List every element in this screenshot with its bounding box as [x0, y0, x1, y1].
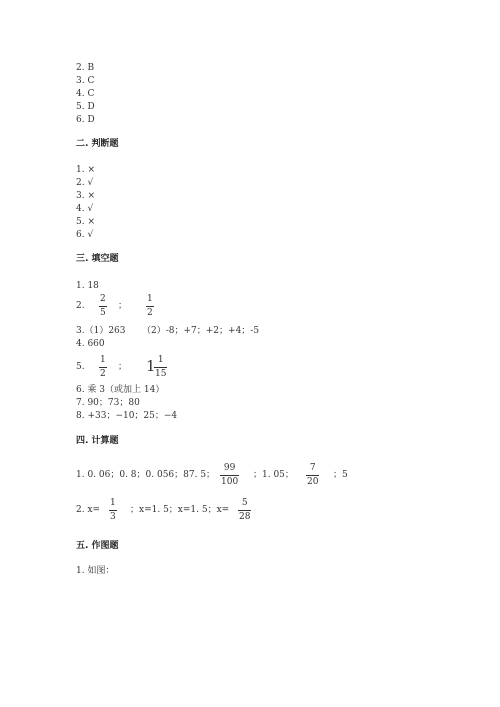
fill-line-4: 4. 660	[76, 339, 105, 349]
fill-line-8: 8. +33；−10；25；−4	[76, 411, 178, 421]
fraction-numerator: 1	[157, 355, 164, 365]
fraction-denominator: 100	[221, 477, 239, 487]
fraction-denominator: 2	[147, 308, 153, 318]
calc-line-2-mid: ；x=1. 5；x=1. 5；x=	[130, 505, 230, 515]
section-heading-calculation: 四. 计算题	[76, 436, 119, 446]
fraction-bar	[99, 367, 107, 368]
judgement-line-4: 4. √	[76, 204, 94, 214]
fill-line-5-prefix: 5.	[76, 362, 85, 372]
section-heading-fill-blank: 三. 填空题	[76, 254, 119, 264]
judgement-line-5: 5. ×	[76, 217, 95, 227]
section-heading-drawing: 五. 作图题	[76, 541, 119, 551]
drawing-line-1: 1. 如图：	[76, 566, 115, 576]
fraction-numerator: 1	[110, 498, 116, 508]
fill-line-7: 7. 90；73；80	[76, 398, 140, 408]
separator: ；	[118, 301, 128, 311]
judgement-line-1: 1. ×	[76, 165, 95, 175]
fill-line-2-prefix: 2.	[76, 301, 85, 311]
fraction	[99, 355, 107, 380]
fill-line-3-part2: （2）-8；+7；+2；+4；-5	[142, 326, 260, 336]
fill-line-6: 6. 乘 3（或加上 14）	[76, 385, 165, 395]
fraction-numerator: 5	[241, 498, 248, 508]
answer-line-6: 6. D	[76, 115, 95, 125]
calc-line-1-prefix: 1. 0. 06；0. 8；0. 056；87. 5；	[76, 470, 216, 480]
fraction-bar	[109, 510, 117, 511]
fraction-denominator: 15	[155, 369, 167, 379]
fraction	[238, 498, 251, 523]
fraction-bar	[99, 306, 107, 307]
fraction-bar	[146, 306, 154, 307]
fraction-bar	[154, 367, 167, 368]
answer-line-2: 2. B	[76, 63, 95, 73]
judgement-line-6: 6. √	[76, 230, 94, 240]
fraction-bar	[220, 475, 239, 476]
mixed-number-whole: 1	[146, 357, 156, 375]
answer-line-4: 4. C	[76, 89, 95, 99]
fraction-numerator: 99	[223, 463, 236, 473]
fraction	[220, 463, 239, 488]
calc-line-1-end: ；5	[333, 470, 348, 480]
judgement-line-2: 2. √	[76, 178, 94, 188]
fraction-bar	[238, 510, 251, 511]
fraction-numerator: 1	[100, 355, 106, 365]
fill-line-3-part1: 3.（1）263	[76, 326, 126, 336]
separator: ；	[118, 362, 128, 372]
judgement-line-3: 3. ×	[76, 191, 95, 201]
calc-line-2-prefix: 2. x=	[76, 505, 101, 515]
answer-line-5: 5. D	[76, 102, 95, 112]
fraction-denominator: 28	[239, 512, 251, 522]
fraction	[146, 294, 154, 319]
answer-line-3: 3. C	[76, 76, 95, 86]
section-heading-judgement: 二. 判断题	[76, 139, 119, 149]
fraction-numerator: 1	[147, 294, 153, 304]
fraction-denominator: 3	[110, 512, 116, 522]
fraction-denominator: 2	[100, 369, 106, 379]
fraction-numerator: 7	[309, 463, 316, 473]
fraction-numerator: 2	[100, 294, 106, 304]
fraction-denominator: 20	[307, 477, 319, 487]
fraction-bar	[306, 475, 319, 476]
fraction-denominator: 5	[100, 308, 106, 318]
fraction	[306, 463, 319, 488]
fill-line-1: 1. 18	[76, 281, 99, 291]
fraction	[109, 498, 117, 523]
fraction	[99, 294, 107, 319]
fraction	[154, 355, 167, 380]
calc-line-1-mid: ；1. 05；	[253, 470, 294, 480]
